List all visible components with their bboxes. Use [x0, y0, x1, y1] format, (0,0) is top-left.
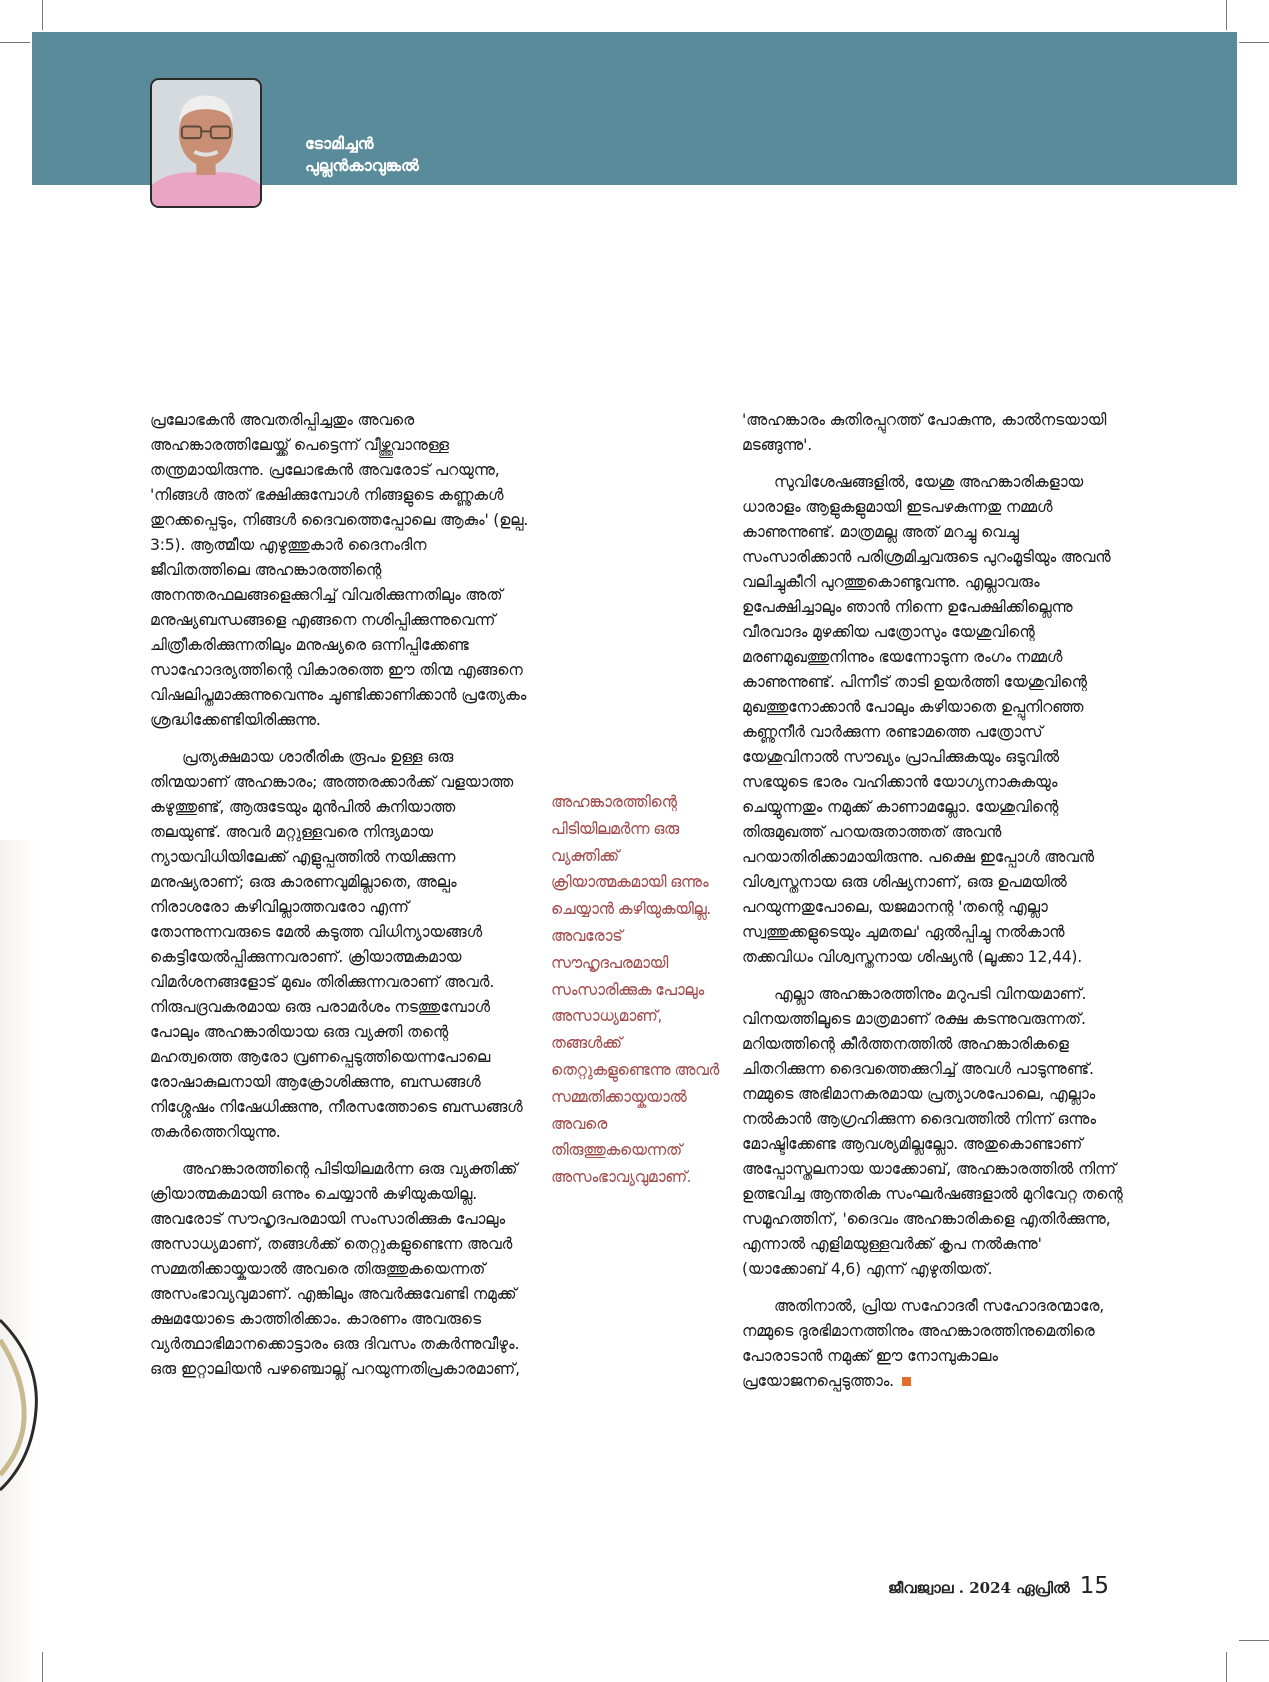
- paragraph: 'അഹങ്കാരം കുതിരപ്പുറത്ത് പോകുന്നു, കാൽനടയായി മടങ്ങുന്നു'.: [742, 411, 1107, 454]
- left-column: [150, 408, 530, 1394]
- paragraph: എല്ലാ അഹങ്കാരത്തിനും മറുപടി വിനയമാണ്. വിനയത്തിലൂടെ മാത്രമാണ് രക്ഷ കടന്നുവരുന്നത്. മറിയത്തിന്റെ കീർത്തനത്തിൽ അഹങ്കാരികളെ ചിതറിക്കുന്ന ദൈവത്തെക്കുറിച്ച് അവൾ പാടുന്നുണ്ട്. നമ്മുടെ അഭിമാനകരമായ പ്രത്യാശപോലെ, എല്ലാം നൽകാൻ ആഗ്രഹിക്കുന്ന ദൈവത്തിൽ നിന്ന് ഒന്നും മോഷ്ടിക്കേണ്ട ആവശ്യമില്ലല്ലോ. അതുകൊണ്ടാണ് അപ്പോസ്തലനായ യാക്കോബ്, അഹങ്കാരത്തിൽ നിന്ന് ഉത്ഭവിച്ച ആന്തരിക സംഘർഷങ്ങളാൽ മുറിവേറ്റ തന്റെ സമൂഹത്തിന്, 'ദൈവം അഹങ്കാരികളെ എതിർക്കുന്നു, എന്നാൽ എളിമയുള്ളവർക്ക് കൃപ നൽകുന്നു' (യാക്കോബ് 4,6) എന്ന് എഴുതിയത്.: [742, 985, 1123, 1278]
- closing-paragraph: [742, 1294, 1127, 1394]
- crop-mark: [1226, 0, 1227, 30]
- crop-mark: [1226, 1652, 1227, 1682]
- crop-mark: [1239, 42, 1269, 43]
- paragraph: പ്രലോഭകൻ അവതരിപ്പിച്ചതും അവരെ അഹങ്കാരത്തിലേയ്ക്ക് പെട്ടെന്ന് വീഴ്ത്തുവാനുള്ള തന്ത്രമായിരുന്നു. പ്രലോഭകൻ അവരോട് പറയുന്നു, 'നിങ്ങൾ അത് ഭക്ഷിക്കുമ്പോൾ നിങ്ങളുടെ കണ്ണുകൾ തുറക്കപ്പെടും, നിങ്ങൾ ദൈവത്തെപ്പോലെ ആകും' (ഉല്പ. 3:5). ആത്മീയ എഴുത്തുകാർ ദൈനംദിന ജീവിതത്തിലെ അഹങ്കാരത്തിന്റെ അനന്തരഫലങ്ങളെക്കുറിച്ച് വിവരിക്കുന്നതിലും അത് മനുഷ്യബന്ധങ്ങളെ എങ്ങനെ നശിപ്പിക്കുന്നുവെന്ന് ചിത്രീകരിക്കുന്നതിലും മനുഷ്യരെ ഒന്നിപ്പിക്കേണ്ട സാഹോദര്യത്തിന്റെ വികാരത്തെ ഈ തിന്മ എങ്ങനെ വിഷലിപ്തമാക്കുന്നുവെന്നും ചൂണ്ടിക്കാണിക്കാൻ പ്രത്യേകം ശ്രദ്ധിക്കേണ്ടിയിരിക്കുന്നു.: [150, 411, 529, 729]
- crop-mark: [42, 0, 43, 30]
- page-edge-curl: [0, 1300, 46, 1500]
- page-footer: [888, 1573, 1109, 1599]
- paragraph: പ്രത്യക്ഷമായ ശാരീരിക രൂപം ഉള്ള ഒരു തിന്മയാണ് അഹങ്കാരം; അത്തരക്കാർക്ക് വളയാത്ത കഴുത്തുണ്ട്, ആരുടേയും മുൻപിൽ കുനിയാത്ത തലയുണ്ട്. അവർ മറ്റുള്ളവരെ നിന്ദ്യമായ ന്യായവിധിയിലേക്ക് എളുപ്പത്തിൽ നയിക്കുന്ന മനുഷ്യരാണ്; ഒരു കാരണവുമില്ലാതെ, അല്പം നിരാശരോ കഴിവില്ലാത്തവരോ എന്ന് തോന്നുന്നവരുടെ മേൽ കടുത്ത വിധിന്യായങ്ങൾ കെട്ടിയേൽപ്പിക്കുന്നവരാണ്. ക്രിയാത്മകമായ വിമർശനങ്ങളോട് മുഖം തിരിക്കുന്നവരാണ് അവർ. നിരുപദ്രവകരമായ ഒരു പരാമർശം നടത്തുമ്പോൾ പോലും അഹങ്കാരിയായ ഒരു വ്യക്തി തന്റെ മഹത്വത്തെ ആരോ വ്രണപ്പെടുത്തിയെന്നപോലെ രോഷാകുലനായി ആക്രോശിക്കുന്നു, ബന്ധങ്ങൾ നിശ്ശേഷം നിഷേധിക്കുന്നു, നീരസത്തോടെ ബന്ധങ്ങൾ തകർത്തെറിയുന്നു.: [150, 748, 523, 1141]
- crop-mark: [1239, 1640, 1269, 1641]
- paragraph-text: അതിനാൽ, പ്രിയ സഹോദരീ സഹോദരന്മാരേ, നമ്മുടെ ദുരഭിമാനത്തിനും അഹങ്കാരത്തിനുമെതിരെ പോരാടാൻ നമുക്ക് ഈ നോമ്പുകാലം പ്രയോജനപ്പെടുത്താം.: [742, 1297, 1105, 1390]
- paragraph: അഹങ്കാരത്തിന്റെ പിടിയിലമർന്ന ഒരു വ്യക്തിക്ക് ക്രിയാത്മകമായി ഒന്നും ചെയ്യാൻ കഴിയുകയില്ല. അവരോട് സൗഹൃദപരമായി സംസാരിക്കുക പോലും അസാധ്യമാണ്, തങ്ങൾക്ക് തെറ്റുകളുണ്ടെന്ന അവർ സമ്മതിക്കായ്കയാൽ അവരെ തിരുത്തുകയെന്നത് അസംഭാവ്യവുമാണ്. എങ്കിലും അവർക്കുവേണ്ടി നമുക്ക് ക്ഷമയോടെ കാത്തിരിക്കാം. കാരണം അവരുടെ വ്യർത്ഥാഭിമാനക്കൊട്ടാരം ഒരു ദിവസം തകർന്നുവീഴും. ഒരു ഇറ്റാലിയൻ പഴഞ്ചൊല്ല് പറയുന്നതിപ്രകാരമാണ്,: [150, 1160, 520, 1378]
- author-photo: [150, 78, 262, 208]
- right-column: [742, 408, 1127, 1406]
- magazine-issue: ജീവജ്വാല . 2024 ഏപ്രിൽ: [888, 1579, 1070, 1597]
- author-name-line1: ടോമിച്ചൻ: [305, 134, 374, 153]
- page-edge-shadow: [0, 840, 36, 1682]
- pull-quote: അഹങ്കാരത്തിന്റെ പിടിയിലമർന്ന ഒരു വ്യക്തിക്ക് ക്രിയാത്മകമായി ഒന്നും ചെയ്യാൻ കഴിയുകയില്ല. അവരോട് സൗഹൃദപരമായി സംസാരിക്കുക പോലും അസാധ്യമാണ്, തങ്ങൾക്ക് തെറ്റുകളുണ്ടെന്നു അവർ സമ്മതിക്കായ്കയാൽ അവരെ തിരുത്തുകയെന്നത് അസംഭാവ്യവുമാണ്.: [551, 793, 719, 1187]
- end-of-article-icon: [902, 1377, 911, 1386]
- paragraph: സുവിശേഷങ്ങളിൽ, യേശു അഹങ്കാരികളായ ധാരാളം ആളുകളുമായി ഇടപഴകുന്നതു നമ്മൾ കാണുന്നുണ്ട്. മാത്രമല്ല അത് മറച്ചു വെച്ചു സംസാരിക്കാൻ പരിശ്രമിച്ചവരുടെ പുറംമൂടിയും അവൻ വലിച്ചുകീറി പുറത്തുകൊണ്ടുവന്നു. എല്ലാവരും ഉപേക്ഷിച്ചാലും ഞാൻ നിന്നെ ഉപേക്ഷിക്കില്ലെന്നു വീരവാദം മുഴക്കിയ പത്രോസും യേശുവിന്റെ മരണമുഖത്തുനിന്നും ഭയന്നോടുന്ന രംഗം നമ്മൾ കാണുന്നുണ്ട്. പിന്നീട് താടി ഉയർത്തി യേശുവിന്റെ മുഖത്തുനോക്കാൻ പോലും കഴിയാതെ ഉപ്പുനിറഞ്ഞ കണ്ണുനീർ വാർക്കുന്ന രണ്ടാമത്തെ പത്രോസ് യേശുവിനാൽ സൗഖ്യം പ്രാപിക്കുകയും ഒടുവിൽ സഭയുടെ ഭാരം വഹിക്കാൻ യോഗ്യനാകുകയും ചെയ്യുന്നതും നമുക്ക് കാണാമല്ലോ. യേശുവിന്റെ തിരുമുഖത്ത് പറയരുതാത്തത് അവൻ പറയാതിരിക്കാമായിരുന്നു. പക്ഷെ ഇപ്പോൾ അവൻ വിശ്വസ്തനായ ഒരു ശിഷ്യനാണ്, ഒരു ഉപമയിൽ പറയുന്നതുപോലെ, യജമാനന്റ 'തന്റെ എല്ലാ സ്വത്തുക്കളുടെയും ചുമതല' ഏൽപ്പിച്ചു നൽകാൻ തക്കവിധം വിശ്വസ്തനായ ശിഷ്യൻ (ലൂക്കാ 12,44).: [742, 473, 1111, 966]
- author-name: [305, 133, 419, 177]
- crop-mark: [42, 1652, 43, 1682]
- author-name-line2: പുല്ലൻകാവുങ്കൽ: [305, 156, 419, 175]
- page-number: 15: [1079, 1573, 1109, 1599]
- crop-mark: [0, 42, 30, 43]
